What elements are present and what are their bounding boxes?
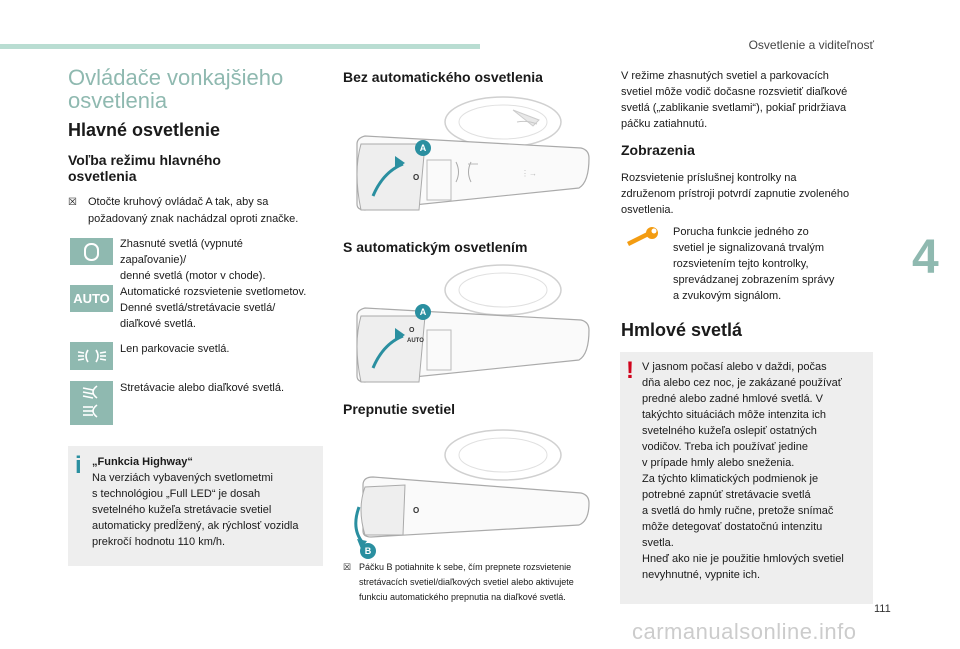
wrench-icon bbox=[625, 226, 661, 248]
header-rule bbox=[0, 44, 480, 49]
off-description: Zhasnuté svetlá (vypnuté zapaľovanie)/ denné svetlá (motor v chode). bbox=[120, 238, 266, 282]
svg-text:AUTO: AUTO bbox=[407, 338, 424, 344]
off-symbol-icon bbox=[70, 238, 113, 265]
parking-description: Len parkovacie svetlá. bbox=[120, 343, 230, 355]
heading-auto: S automatickým osvetlením bbox=[343, 239, 528, 255]
svg-text:B: B bbox=[364, 546, 372, 556]
auto-symbol-icon: AUTO bbox=[70, 285, 113, 312]
heading-fog-lights: Hmlové svetlá bbox=[621, 320, 743, 340]
heading-no-auto: Bez automatického osvetlenia bbox=[343, 69, 543, 85]
heading-mode-selection: Voľba režimu hlavného osvetlenia bbox=[68, 152, 221, 184]
stalk-illustration-manual bbox=[343, 92, 595, 232]
watermark: carmanualsonline.info bbox=[632, 619, 857, 644]
auto-description: Automatické rozsvietenie svetlometov. Denné svetlá/stretávacie svetlá/ diaľkové svetlá. bbox=[120, 286, 307, 330]
fault-paragraph: Porucha funkcie jedného zo svetiel je signalizovaná trvalým rozsvietením tejto kontrolky, sprevádzanej zobrazením správy a zvukovým signálom. bbox=[673, 226, 835, 302]
section-header: Osvetlenie a viditeľnosť bbox=[748, 38, 874, 52]
display-paragraph: Rozsvietenie príslušnej kontrolky na združenom prístroji potvrdí zapnutie zvoleného osvetlenia. bbox=[621, 172, 850, 216]
svg-text:⋮→: ⋮→ bbox=[521, 169, 537, 178]
info-icon: i bbox=[75, 452, 82, 479]
page-title: Ovládače vonkajšieho osvetlenia bbox=[68, 65, 284, 113]
heading-display: Zobrazenia bbox=[621, 142, 695, 158]
chapter-number: 4 bbox=[912, 231, 939, 284]
heading-main-lighting: Hlavné osvetlenie bbox=[68, 120, 221, 140]
stalk-illustration-switch bbox=[343, 425, 595, 560]
low-high-beam-icon bbox=[70, 381, 113, 425]
svg-text:A: A bbox=[419, 307, 427, 317]
warning-text: V jasnom počasí alebo v daždi, počas dňa alebo cez noc, je zakázané používať predné alebo zadné hmlové svetlá. V takýchto situáciách môže intenzita ich svetelného kužeľa oslepiť ostatných vodičov. Treba ich používať jedine v prípade hmly alebo sneženia. Za týchto klimatických podmienok je potrebné zapnúť stretávacie svetlá a svetlá do hmly ručne, pretože snímač môže detegovať dostatočnú intenzitu svetla. Hneď ako nie je použitie hmlových svetiel nevyhnutné, vypnite ich. bbox=[642, 361, 844, 581]
flash-paragraph: V režime zhasnutých svetiel a parkovacích svetiel môže vodič dočasne rozsvietiť diaľkové svetlá („zablikanie svetlami“), pokiaľ pridržiava páčku zatiahnutú. bbox=[621, 70, 848, 130]
parking-lights-icon bbox=[70, 342, 113, 370]
rotate-instruction: ☒ Otočte kruhový ovládač A tak, aby sa požadovaný znak nachádzal oproti značke. bbox=[68, 196, 299, 225]
svg-text:A: A bbox=[419, 143, 427, 153]
low-beam-description: Stretávacie alebo diaľkové svetlá. bbox=[120, 382, 285, 394]
bullet-icon: ☒ bbox=[68, 197, 77, 208]
bullet-icon: ☒ bbox=[343, 562, 352, 572]
svg-text:O: O bbox=[413, 506, 420, 515]
warning-icon: ! bbox=[626, 357, 634, 384]
heading-switch: Prepnutie svetiel bbox=[343, 401, 456, 417]
svg-text:O: O bbox=[413, 173, 420, 182]
page-number: 111 bbox=[874, 603, 891, 615]
info-text: „Funkcia Highway“ Na verziách vybavených svetlometmi s technológiou „Full LED“ je dosah svetelného kužeľa stretávacie svetiel automaticky predĺžený, ak rýchlosť vozidla prekročí hodnotu 110 km/h. bbox=[92, 456, 299, 548]
svg-text:O: O bbox=[409, 327, 415, 334]
stalk-illustration-auto bbox=[343, 262, 595, 402]
switch-caption: ☒ Páčku B potiahnite k sebe, čím prepnete rozsvietenie stretávacích svetiel/diaľkových svetiel alebo aktivujete funkciu automatického prepnutia na diaľkové svetlá. bbox=[343, 562, 574, 602]
